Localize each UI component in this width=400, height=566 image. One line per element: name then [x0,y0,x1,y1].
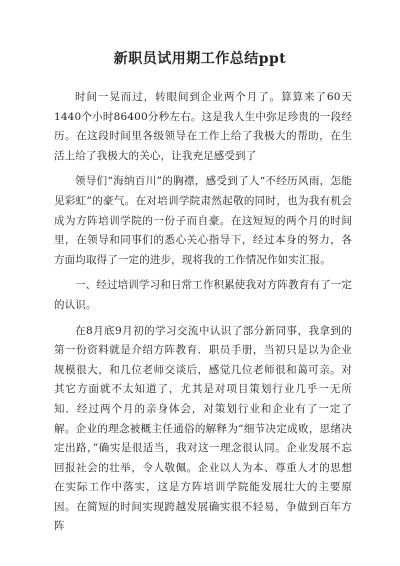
section-heading: 一、经过培训学习和日常工作积累使我对方阵教育有了一定的认识。 [54,279,352,311]
paragraph: 时间一晃而过，转眼间到企业两个月了。算算来了60天1440个小时86400分秒左右。这是我人生中弥足珍贵的一段经历。在这段时间里各级领导在工作上给了我极大的帮助，在生活上给了我极大的关心，让我充足感受到了 [54,91,352,162]
document-body [54,88,352,543]
paragraph: 在8月底9月初的学习交流中认识了部分新同事，我拿到的第一份资料就是介绍方阵教育．职员手册，当初只是以为企业规模很大，和几位老师交谈后，感觉几位老师很和蔼可亲。对其它方面就不太知道了，尤其是对项目策划行业几乎一无所知．经过两个月的亲身体会，对策划行业和企业有了一定了解。企业的理念被概主任通俗的解释为“细节决定成败，思绪决定出路，”确实是很适当，我对这一理念很认同。企业发展不忘回报社会的壮举，令人敬佩。企业以人为本、尊重人才的思想在实际工作中落实，这是方阵培训学院能发展壮大的主要原因。在简短的时间实现跨越发展确实很不轻易，争做到百年方阵 [54,324,352,533]
paragraph: 领导们“海纳百川”的胸襟，感受到了人“不经历风雨，怎能见彩虹”的豪气。在对培训学院肃然起敬的同时，也为我有机会成为方阵培训学院的一份子而自豪。在这短短的两个月的时间里，在领导和同事们的悉心关心指导下，经过本身的努力，各方面均取得了一定的进步，现将我的工作情况作如实汇报。 [54,175,352,266]
document-title: 新职员试用期工作总结ppt [113,51,287,67]
